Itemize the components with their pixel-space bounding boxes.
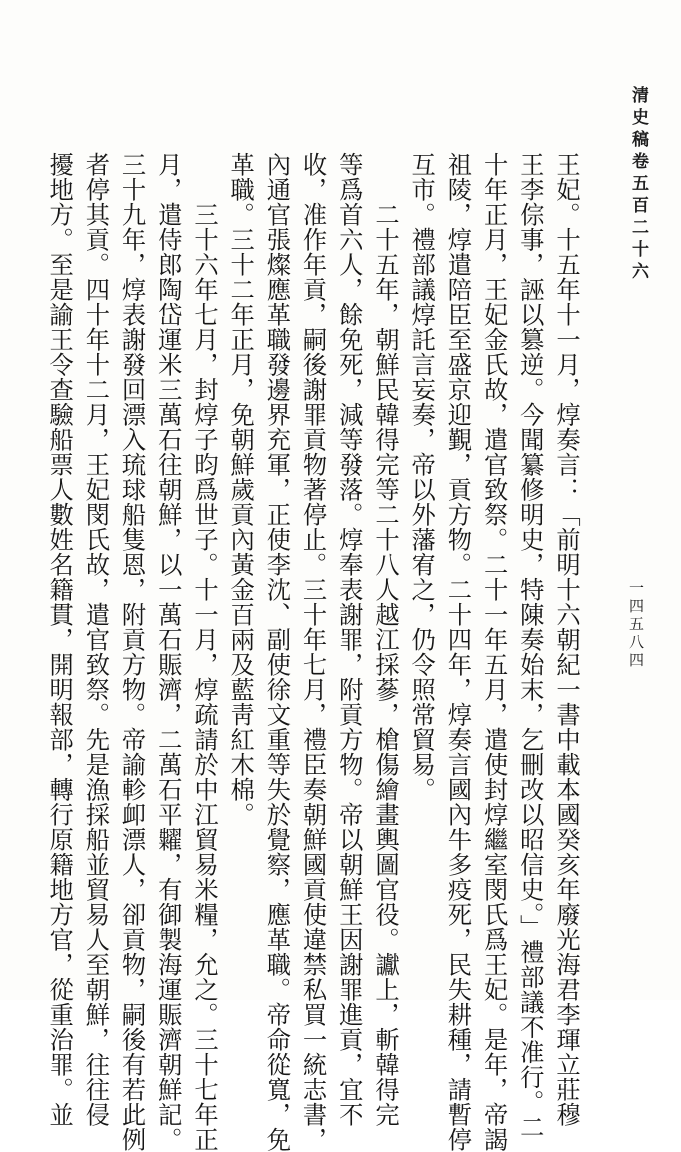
text-line: 祖陵，焞遣陪臣至盛京迎覲，貢方物。二十四年，焞奏言國內牛多疫死，民失耕種，請暫停: [443, 152, 473, 1152]
text-line: 二十五年，朝鮮民韓得完等二十八人越江採蔘，槍傷繪畫輿圖官役。讞上，斬韓得完: [370, 152, 400, 1127]
text-line: 互市。禮部議焞託言妄奏，帝以外藩宥之，仍令照常貿易。: [407, 152, 437, 802]
text-line: 三十六年七月，封焞子昀爲世子。十一月，焞疏請於中江貿易米糧，允之。三十七年正: [189, 152, 219, 1152]
text-line: 等爲首六人，餘免死，減等發落。焞奉表謝罪，附貢方物。帝以朝鮮王因謝罪進貢，宜不: [334, 152, 364, 1127]
text-line: 十年正月，王妃金氏故，遣官致祭。二十一年五月，遣使封焞繼室閔氏爲王妃。是年，帝謁: [479, 152, 509, 1152]
text-line: 王李倧事，誣以篡逆。今聞纂修明史，特陳奏始末，乞刪改以昭信史。」禮部議不准行。二: [515, 152, 545, 1140]
body-text: [41, 152, 584, 1152]
running-title: 清史稿卷五百二十六: [628, 86, 648, 284]
text-line: 王妃。十五年十一月，焞奏言：「前明十六朝紀一書中載本國癸亥年廢光海君李琿立莊穆: [552, 152, 581, 1127]
text-line: 者停其貢。四十年十二月，王妃閔氏故，遣官致祭。先是漁採船並貿易人至朝鮮，往往侵: [81, 152, 111, 1127]
text-line: 革職。三十二年正月，免朝鮮歲貢內黃金百兩及藍靑紅木棉。: [226, 152, 256, 827]
text-line: 收，准作年貢，嗣後謝罪貢物著停止。三十年七月，禮臣奏朝鮮國貢使違禁私買一統志書，: [298, 152, 328, 1152]
page-number: 一四五八四: [627, 580, 645, 670]
text-line: 月，遣侍郎陶岱運米三萬石往朝鮮，以一萬石賑濟，二萬石平糶，有御製海運賑濟朝鮮記。: [153, 152, 183, 1152]
text-line: 三十九年，焞表謝發回漂入琉球船隻恩，附貢方物。帝諭軫卹漂人，卻貢物，嗣後有若此例: [117, 152, 147, 1152]
text-line: 擾地方。至是諭王令查驗船票人數姓名籍貫，開明報部，轉行原籍地方官，從重治罪。並: [45, 152, 75, 1127]
text-line: 內通官張燦應革職發邊界充軍，正使李沈、副使徐文重等失於覺察，應革職。帝命從寬，免: [262, 152, 292, 1152]
